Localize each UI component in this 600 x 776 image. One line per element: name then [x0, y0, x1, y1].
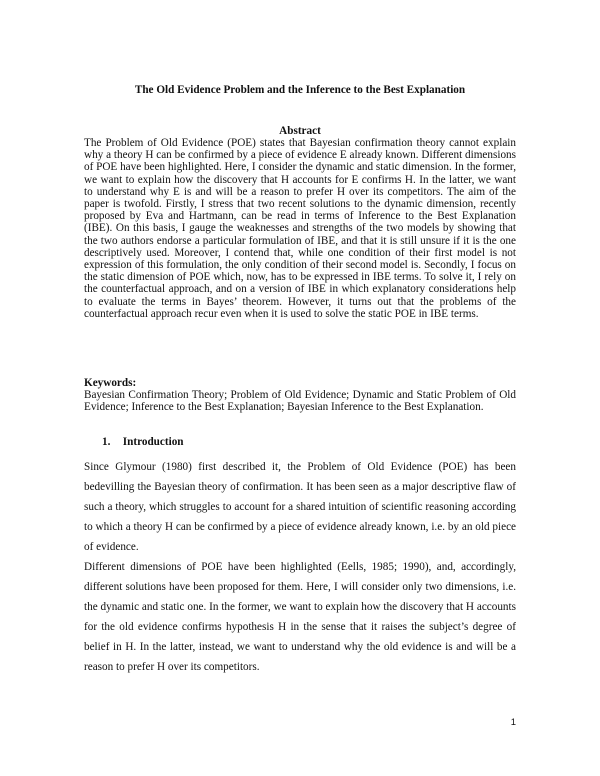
body-paragraph: Since Glymour (1980) first described it, the Problem of Old Evidence (POE) has been bedevilling the Bayesian theory of confirmation. It has been seen as a major descriptive flaw of such a theory, which struggles to account for a shared intuition of scientific reasoning according to which a theory H can be confirmed by a piece of evidence already known, i.e. by an old piece of evidence. — [84, 461, 516, 554]
paper-title: The Old Evidence Problem and the Inference to the Best Explanation — [134, 84, 466, 96]
keywords-heading: Keywords: — [84, 377, 137, 389]
section-title: Introduction — [122, 436, 184, 448]
abstract-text: The Problem of Old Evidence (POE) states that Bayesian confirmation theory cannot explain why a theory H can be confirmed by a piece of evidence E already known. Different dimensions of POE have been highlighted. Here, I consider the dynamic and static dimension. In the former, we want to explain how the discovery that H accounts for E confirms H. In the latter, we want to understand why E is and will be a reason to prefer H over its competitors. The aim of the paper is twofold. Firstly, I stress that two recent solutions to the dynamic dimension, recently proposed by Eva and Hartmann, can be read in terms of Inference to the Best Explanation (IBE). On this basis, I gauge the weaknesses and strengths of the two models by showing that the two authors endorse a particular formulation of IBE, and that it is still unsure if it is the one descriptively used. Moreover, I contend that, while one condition of their first model is not expression of this formulation, the only condition of their second model is. Secondly, I focus on the static dimension of POE which, now, has to be expressed in IBE terms. To solve it, I rely on the counterfactual approach, and on a version of IBE in which explanatory considerations help to evaluate the terms in Bayes’ theorem. However, it turns out that the problems of the counterfactual approach recur even when it is used to solve the static POE in IBE terms. — [84, 137, 516, 320]
page-number: 1 — [510, 717, 516, 728]
section-number: 1. — [102, 436, 111, 448]
abstract-heading: Abstract — [279, 125, 321, 137]
body-paragraph: Different dimensions of POE have been highlighted (Eells, 1985; 1990), and, accordingly, different solutions have been proposed for them. Here, I will consider only two dimensions, i.e. the dynamic and static one. In the former, we want to explain how the discovery that H accounts for the old evidence confirms hypothesis H in the sense that it raises the subject’s degree of belief in H. In the latter, instead, we want to understand why the old evidence is and will be a reason to prefer H over its competitors. — [84, 561, 516, 674]
section-heading-introduction — [102, 435, 184, 449]
keywords-text: Bayesian Confirmation Theory; Problem of Old Evidence; Dynamic and Static Problem of Old Evidence; Inference to the Best Explanation; Bayesian Inference to the Best Explanation. — [84, 389, 516, 414]
